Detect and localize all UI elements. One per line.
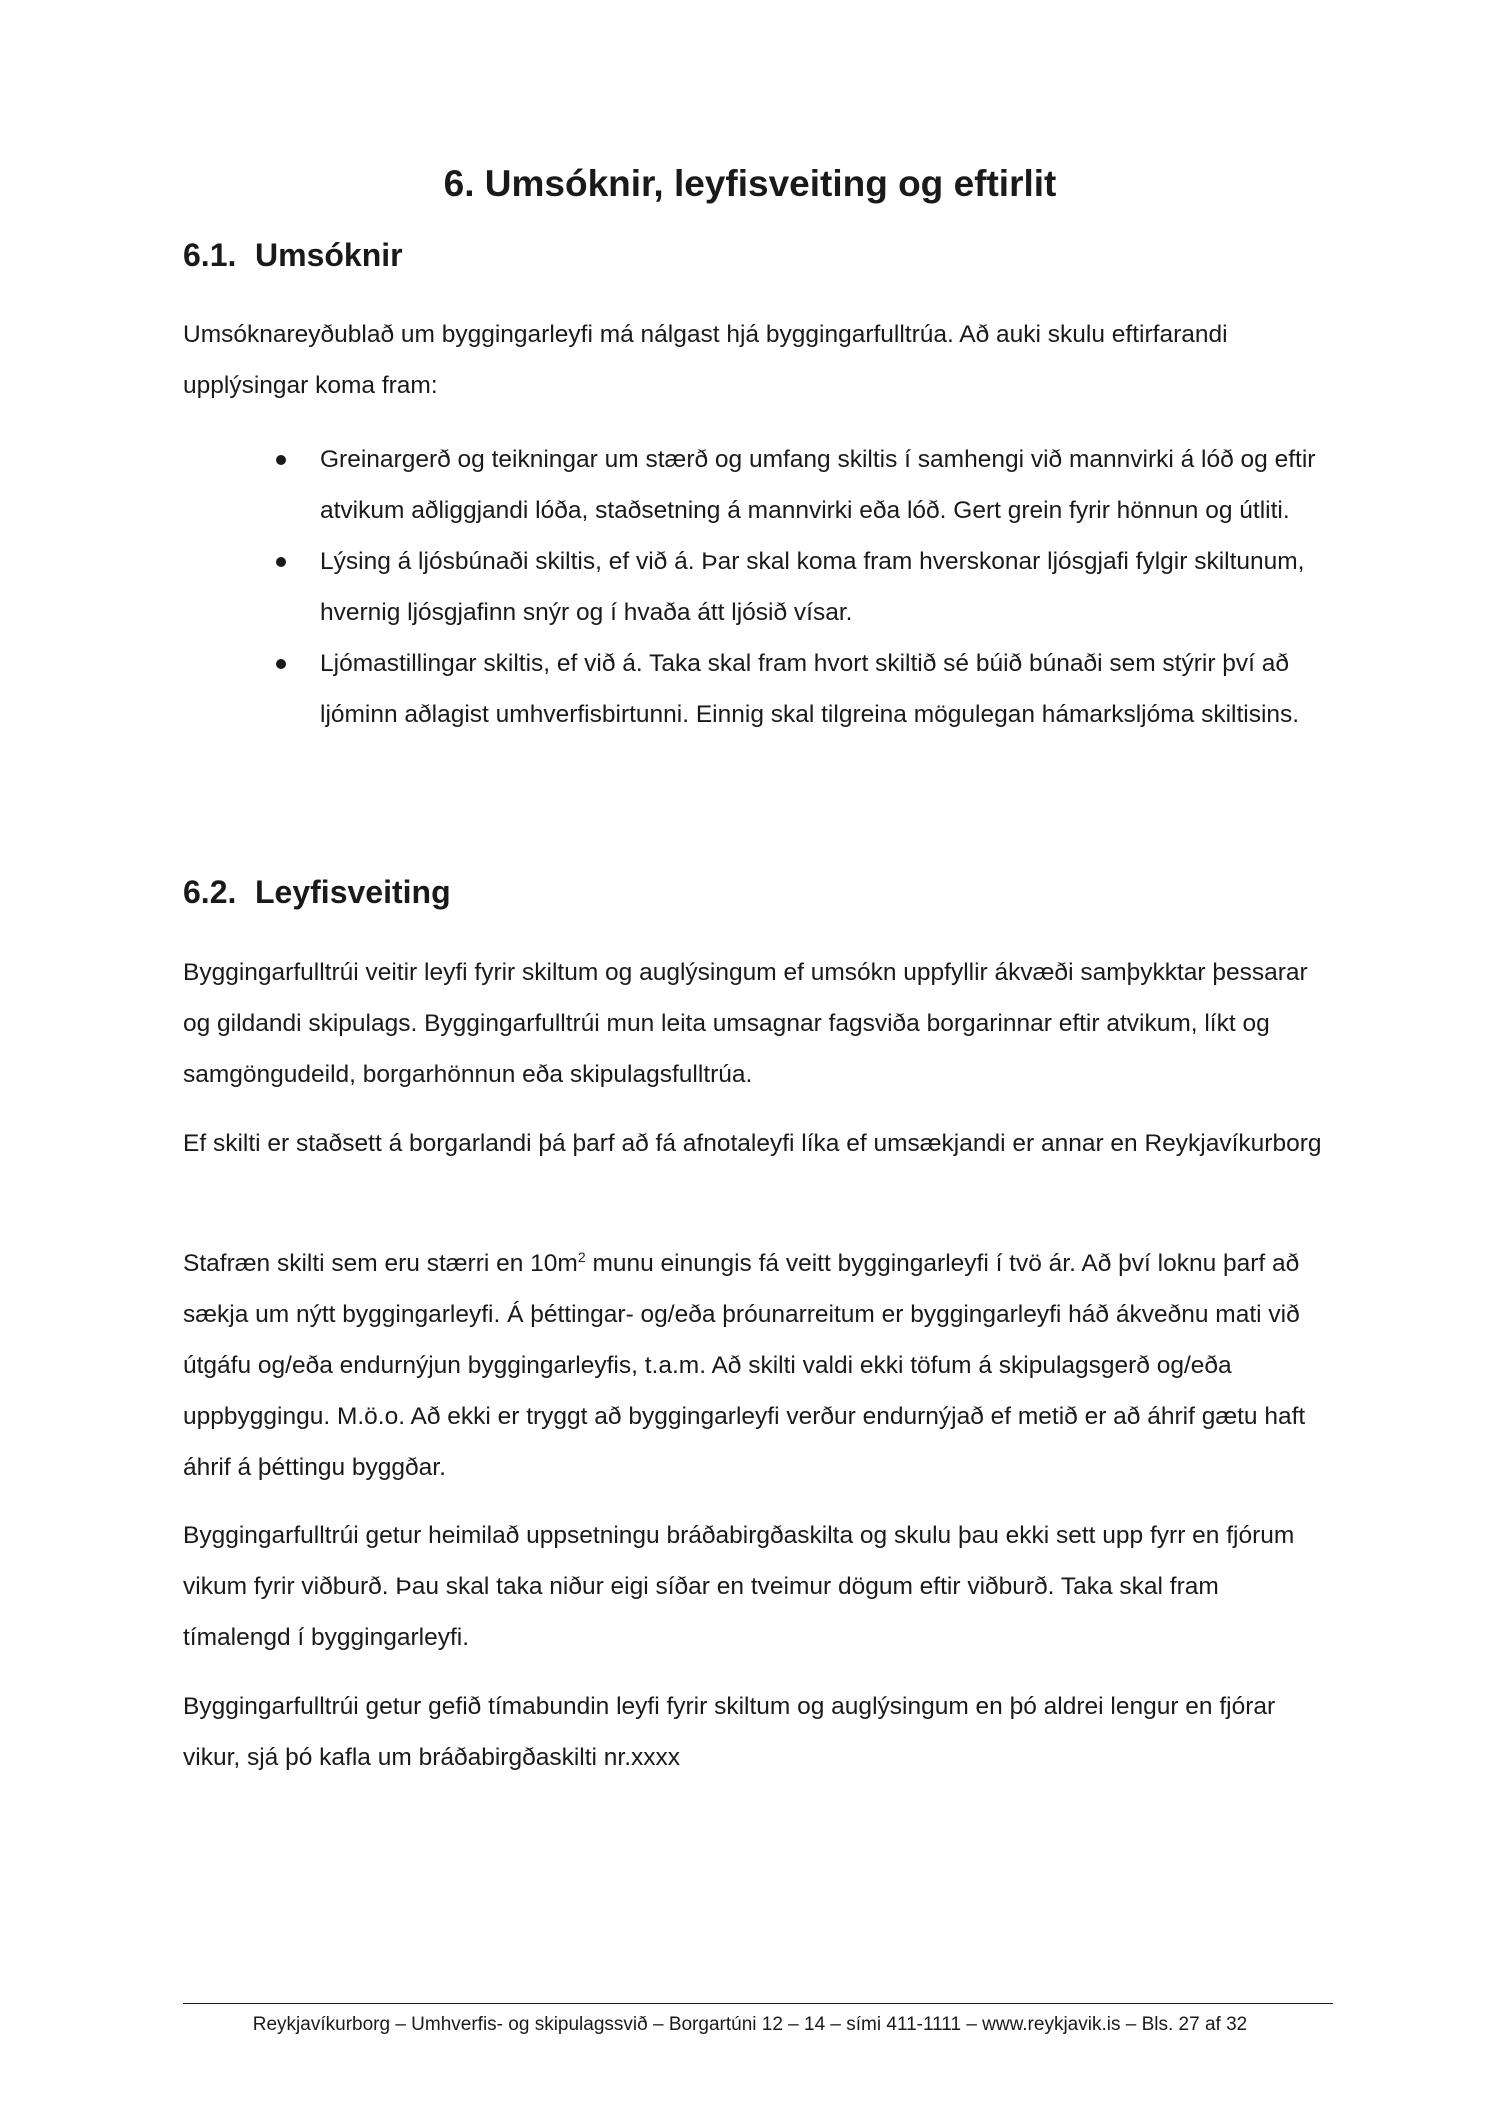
bullet-icon: [276, 455, 286, 465]
chapter-title: 6. Umsóknir, leyfisveiting og eftirlit: [443, 163, 1057, 204]
paragraph: Byggingarfulltrúi getur gefið tímabundin leyfi fyrir skiltum og auglýsingum en þó aldrei lengur en fjórar vikur, sjá þó kafla um bráðabirgðaskilti nr.xxxx: [183, 1693, 1276, 1771]
list-item: [183, 536, 1333, 638]
section-title: Leyfisveiting: [255, 874, 451, 910]
list-item-text: Lýsing á ljósbúnaði skiltis, ef við á. Þar skal koma fram hverskonar ljósgjafi fylgir skiltunum, hvernig ljósgjafinn snýr og í hvaða átt ljósið vísar.: [320, 548, 1305, 626]
paragraph-text: munu einungis fá veitt byggingarleyfi í tvö ár. Að því loknu þarf að sækja um nýtt byggingarleyfi. Á þéttingar- og/eða þróunarreitum er byggingarleyfi háð ákveðnu mati við útgáfu og/eða endurnýjun byggingarleyfis, t.a.m. Að skilti valdi ekki töfum á skipulagsgerð og/eða uppbyggingu. M.ö.o. Að ekki er tryggt að byggingarleyfi verður endurnýjað ef metið er að áhrif gætu haft áhrif á þéttingu byggðar.: [183, 1250, 1306, 1481]
list-item: [183, 434, 1333, 536]
section-title: Umsóknir: [255, 237, 403, 273]
paragraph: [183, 1238, 1333, 1493]
superscript: 2: [577, 1248, 586, 1265]
paragraph-text: Stafræn skilti sem eru stærri en 10m: [183, 1250, 578, 1277]
section-number: 6.2.: [183, 874, 237, 910]
section-heading-leyfisveiting: [183, 874, 451, 911]
paragraph: Byggingarfulltrúi veitir leyfi fyrir skiltum og auglýsingum ef umsókn uppfyllir ákvæði samþykktar þessarar og gildandi skipulags. Byggingarfulltrúi mun leita umsagnar fagsviða borgarinnar eftir atvikum, líkt og samgöngudeild, borgarhönnun eða skipulagsfulltrúa.: [183, 959, 1308, 1088]
bullet-icon: [276, 557, 286, 567]
paragraph: Ef skilti er staðsett á borgarlandi þá þarf að fá afnotaleyfi líka ef umsækjandi er annar en Reykjavíkurborg: [183, 1130, 1322, 1157]
section-number: 6.1.: [183, 237, 237, 273]
intro-line: Umsóknareyðublað um byggingarleyfi má nálgast hjá byggingarfulltrúa. Að auki skulu eftirfarandi: [183, 321, 1228, 348]
section-heading-umsoknir: [183, 237, 403, 274]
list-item: [183, 638, 1333, 740]
page-footer: Reykjavíkurborg – Umhverfis- og skipulagssvið – Borgartúni 12 – 14 – sími 411-1111 – www.reykjavik.is – Bls. 27 af 32: [252, 2014, 1248, 2035]
list-item-text: Ljómastillingar skiltis, ef við á. Taka skal fram hvort skiltið sé búið búnaði sem stýrir því að ljóminn aðlagist umhverfisbirtunni. Einnig skal tilgreina mögulegan hámarksljóma skiltisins.: [320, 650, 1300, 728]
intro-line: upplýsingar koma fram:: [183, 372, 438, 399]
footer-divider: [183, 2003, 1333, 2004]
bullet-icon: [276, 659, 286, 669]
list-item-text: Greinargerð og teikningar um stærð og umfang skiltis í samhengi við mannvirki á lóð og eftir atvikum aðliggjandi lóða, staðsetning á mannvirki eða lóð. Gert grein fyrir hönnun og útliti.: [320, 446, 1316, 524]
requirements-list: [183, 434, 1333, 740]
paragraph: Byggingarfulltrúi getur heimilað uppsetningu bráðabirgðaskilta og skulu þau ekki sett upp fyrr en fjórum vikum fyrir viðburð. Þau skal taka niður eigi síðar en tveimur dögum eftir viðburð. Taka skal fram tímalengd í byggingarleyfi.: [183, 1522, 1295, 1651]
